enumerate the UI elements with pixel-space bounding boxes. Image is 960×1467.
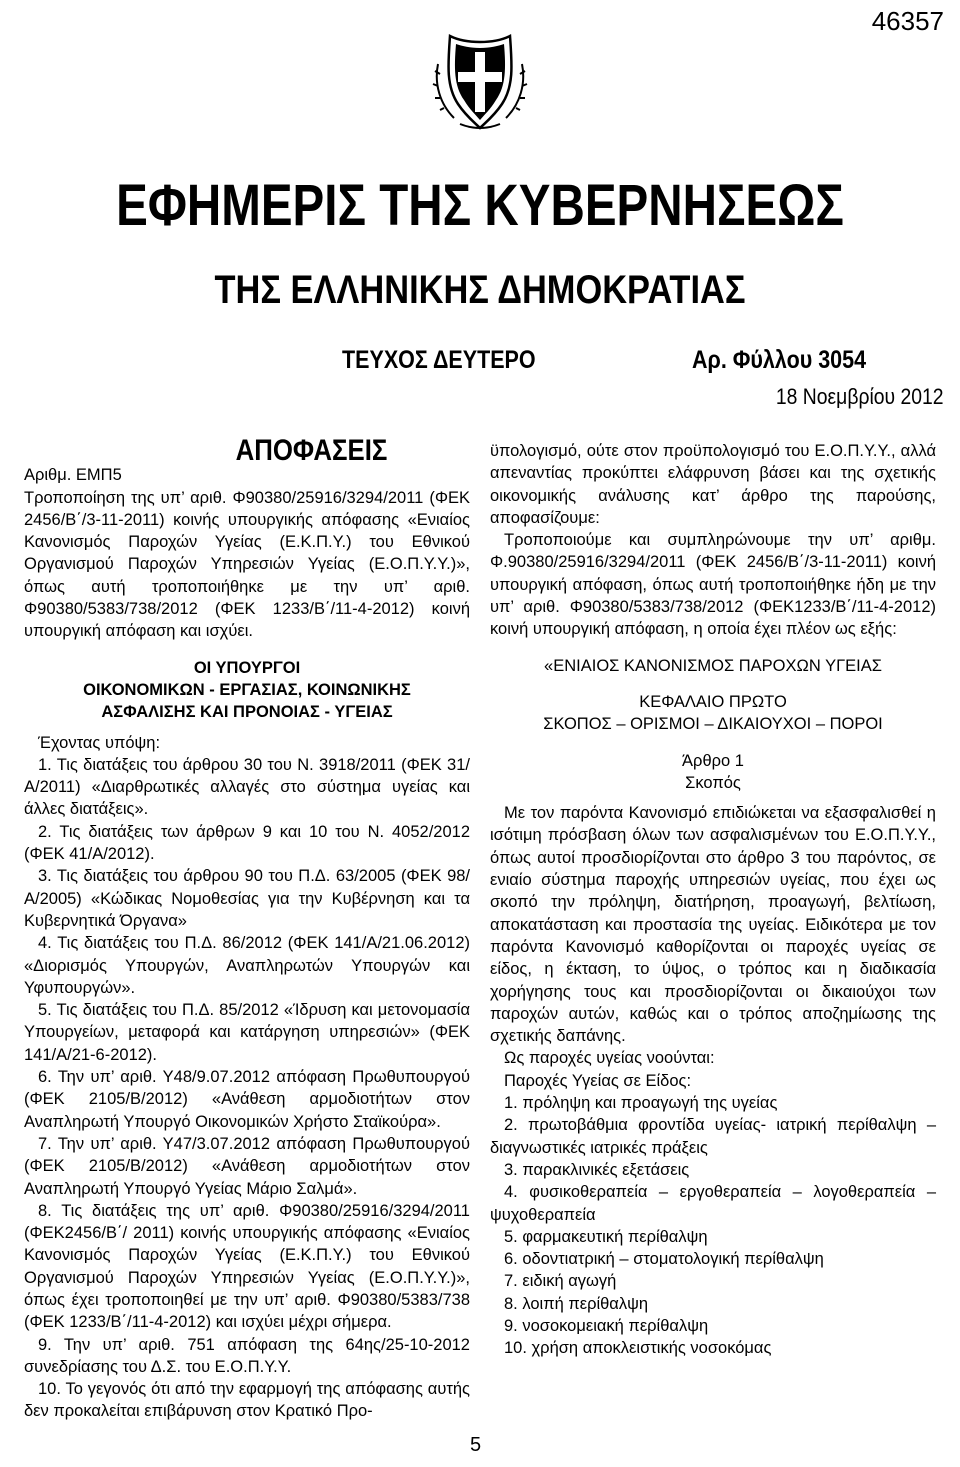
chapter-heading: ΚΕΦΑΛΑΙΟ ΠΡΩΤΟ [639,692,787,711]
gazette-subtitle: ΤΗΣ ΕΛΛΗΝΙΚΗΣ ΔΗΜΟΚΡΑΤΙΑΣ [214,268,746,312]
article-number: Άρθρο 1 [682,751,744,770]
continuation-text: ϋπολογισμό, ούτε στον προϋπολογισμό του Ε.Ο.Π.Υ.Υ., αλλά απεναντίας προκύπτει ελάφρυνση βάσει και της σχετικής οικονομικής ανάλυσης κατ’ άρθρο της παρούσης, αποφασίζουμε: [490,442,936,527]
article-title: Σκοπός [685,773,741,792]
chapter-subtitle: ΣΚΟΠΟΣ – ΟΡΙΣΜΟΙ – ΔΙΚΑΙΟΥΧΟΙ – ΠΟΡΟΙ [543,715,883,734]
footer-page-number: 5 [470,1434,482,1456]
service-item: 8. λοιπή περίθαλψη [504,1294,649,1313]
consideration-item: 8. Τις διατάξεις της υπ’ αριθ. Φ90380/25916/3294/2011 (ΦΕΚ2456/Β΄/ 2011) κοινής υπουργικής απόφασης «Ενιαίος Κανονισμός Παροχών Υγείας (Ε.Κ.Π.Υ.) του Εθνικού Οργανισμού Παροχών Υπηρεσιών Υγείας (Ε.Ο.Π.Υ.Υ.)», όπως έχει τροποποιηθεί με την υπ’ αριθ. Φ90380/5383/738 (ΦΕΚ 1233/Β΄/11-4-2012) και ισχύει μέχρι σήμερα. [24,1201,470,1332]
service-item: 2. πρωτοβάθμια φροντίδα υγείας- ιατρική περίθαλψη – διαγνωστικές ιατρικές πράξεις [490,1116,936,1157]
services-definition: Ως παροχές υγείας νοούνται: [504,1049,715,1068]
service-item: 5. φαρμακευτική περίθαλψη [504,1227,708,1246]
greek-coat-of-arms-icon [430,34,530,134]
ministers-heading: ΟΙ ΥΠΟΥΡΓΟΙ [193,658,301,677]
ministers-line-2: ΟΙΚΟΝΟΜΙΚΩΝ - ΕΡΓΑΣΙΑΣ, ΚΟΙΝΩΝΙΚΗΣ [83,680,411,699]
service-item: 3. παρακλινικές εξετάσεις [504,1160,690,1179]
consideration-item: 4. Τις διατάξεις του Π.Δ. 86/2012 (ΦΕΚ 141/Α/21.06.2012) «Διορισμός Υπουργών, Αναπληρωτών Υπουργών και Υφυπουργών». [24,934,470,997]
consideration-item: 7. Την υπ’ αριθ. Υ47/3.07.2012 απόφαση Πρωθυπουργού (ΦΕΚ 2105/Β/2012) «Ανάθεση αρμοδιοτήτων στον Αναπληρωτή Υπουργό Υγείας Μάριο Σαλμά». [24,1134,470,1198]
sheet-number: Αρ. Φύλλου 3054 [692,346,867,374]
consideration-item: 6. Την υπ’ αριθ. Υ48/9.07.2012 απόφαση Πρωθυπουργού (ΦΕΚ 2105/Β/2012) «Ανάθεση αρμοδιοτήτων στον Αναπληρωτή Υπουργό Οικονομικών Χρήστο Σταϊκούρα». [24,1068,470,1131]
consideration-item: 3. Τις διατάξεις του άρθρου 90 του Π.Δ. 63/2005 (ΦΕΚ 98/Α/2005) «Κώδικας Νομοθεσίας για την Κυβέρνηση και τα Κυβερνητικά Όργανα» [24,867,470,930]
service-item: 9. νοσοκομειακή περίθαλψη [504,1316,709,1335]
consideration-item: 2. Τις διατάξεις των άρθρων 9 και 10 του Ν. 4052/2012 (ΦΕΚ 41/Α/2012). [24,822,470,864]
right-column [490,440,936,1360]
service-item: 7. ειδική αγωγή [504,1272,617,1291]
service-item: 4. φυσικοθεραπεία – εργοθεραπεία – λογοθεραπεία – ψυχοθεραπεία [490,1183,936,1224]
left-column [24,434,470,1423]
amendment-text: Τροποποιούμε και συμπληρώνουμε την υπ’ αριθμ. Φ.90380/25916/3294/2011 (ΦΕΚ 2456/Β΄/3-11-2011) κοινή υπουργική απόφαση, όπως αυτή τροποποιήθηκε ήδη με την υπ’ αριθ. Φ90380/5383/738/2012 (ΦΕΚ1233/Β΄/11-4-2012) κοινή υπουργική απόφαση, η οποία έχει πλέον ως εξής: [490,531,936,639]
section-title: ΑΠΟΦΑΣΕΙΣ [235,434,388,467]
purpose-text: Με τον παρόντα Κανονισμό επιδιώκεται να εξασφαλισθεί η ισότιμη πρόσβαση όλων των ασφαλισμένων του Ε.Ο.Π.Υ.Υ., όπως αυτοί προσδιορίζονται στο άρθρο 3 του παρόντος, σε ενιαίο σύστημα παροχής υπηρεσιών υγείας, που έχει ως σκοπό την πρόληψη, διατήρηση, προαγωγή, βελτίωση, αποκατάσταση και προστασία της υγείας. Ειδικότερα με τον παρόντα Κανονισμό καθορίζονται οι παροχές υγείας σε είδος, η έκταση, το ύψος, ο τρόπος και η διαδικασία χορήγησης τους και προσδιορίζονται οι δικαιούχοι των παροχών αυτών, καθώς και ο τρόπος αποζημίωσης της σχετικής δαπάνης. [490,804,936,1046]
services-list [490,1092,936,1360]
page-number: 46357 [871,6,944,36]
decision-number: Αριθμ. ΕΜΠ5 [24,466,122,485]
consideration-item: 1. Τις διατάξεις του άρθρου 30 του Ν. 3918/2011 (ΦΕΚ 31/Α/2011) «Διαρθρωτικές αλλαγές στο σύστημα υγείας και άλλες διατάξεις». [24,755,470,819]
in-kind-heading: Παροχές Υγείας σε Είδος: [504,1071,692,1090]
service-item: 6. οδοντιατρική – στοματολογική περίθαλψη [504,1250,824,1269]
ministers-line-3: ΑΣΦΑΛΙΣΗΣ ΚΑΙ ΠΡΟΝΟΙΑΣ - ΥΓΕΙΑΣ [101,703,393,722]
consideration-item: 9. Την υπ’ αριθ. 751 απόφαση της 64ης/25-10-2012 συνεδρίασης του Δ.Σ. του Ε.Ο.Π.Υ.Υ. [24,1335,470,1376]
issue-date: 18 Νοεμβρίου 2012 [776,384,944,409]
considerations-list [24,754,470,1423]
service-item: 10. χρήση αποκλειστικής νοσοκόμας [504,1339,772,1358]
consideration-item: 10. Το γεγονός ότι από την εφαρμογή της απόφασης αυτής δεν προκαλείται επιβάρυνση στον Κρατικό Προ- [24,1380,470,1421]
issue-type: ΤΕΥΧΟΣ ΔΕΥΤΕΡΟ [342,346,536,374]
gazette-title: ΕΦΗΜΕΡΙΣ ΤΗΣ ΚΥΒΕΡΝΗΣΕΩΣ [116,173,844,238]
having-regard: Έχοντας υπόψη: [38,733,161,752]
service-item: 1. πρόληψη και προαγωγή της υγείας [504,1094,778,1113]
decision-intro: Τροποποίηση της υπ’ αριθ. Φ90380/25916/3294/2011 (ΦΕΚ 2456/Β΄/3-11-2011) κοινής υπουργικής απόφασης «Ενιαίος Κανονισμός Παροχών Υγείας (Ε.Κ.Π.Υ.) του Εθνικού Οργανισμού Παροχών Υπηρεσιών Υγείας (Ε.Ο.Π.Υ.Υ.)», όπως αυτή τροποποιήθηκε με την υπ’ αριθ. Φ90380/5383/738/2012 (ΦΕΚ 1233/Β΄/11-4-2012) κοινή υπουργική απόφαση και ισχύει. [24,488,470,641]
consideration-item: 5. Τις διατάξεις του Π.Δ. 85/2012 «Ίδρυση και μετονομασία Υπουργείων, μεταφορά και κατάργηση υπηρεσιών» (ΦΕΚ 141/Α/21-6-2012). [24,1001,470,1064]
regulation-title: «ΕΝΙΑΙΟΣ ΚΑΝΟΝΙΣΜΟΣ ΠΑΡΟΧΩΝ ΥΓΕΙΑΣ [544,656,882,675]
